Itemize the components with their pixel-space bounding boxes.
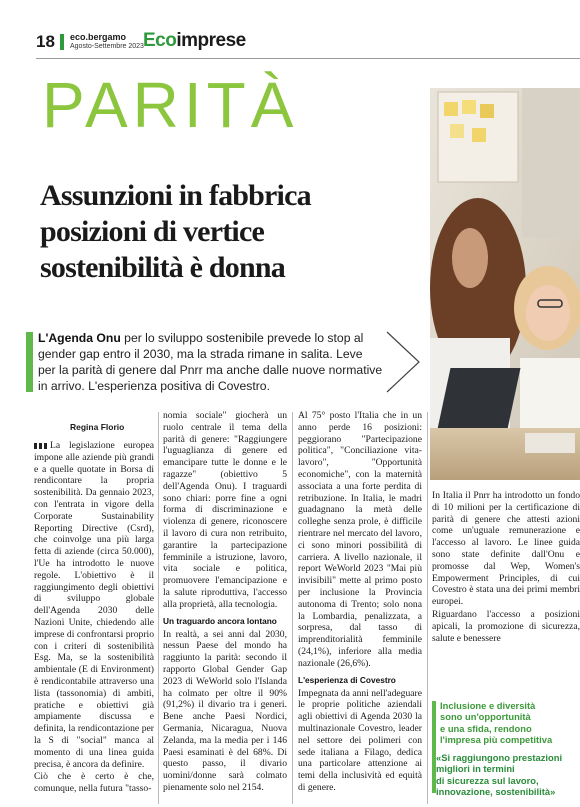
standfirst-text (38, 330, 383, 394)
paragraph: Impegnata da anni nell'adeguare le proprie politiche aziendali agli obiettivi di Agenda 2030 la multinazionale Covestro, leader nel settore dei polimeri con sede italiana a Filago, dedica una particolare attenzione ai temi della inclusività ed equità di genere. (298, 687, 422, 793)
paragraph: In Italia il Pnrr ha introdotto un fondo di 10 milioni per la certificazione di parità di genere che attesti azioni come un'uguale remunerazione e l'accesso al lavoro. Le linee guida sono state definite dall'Onu e promosse dal Wep, Women's Empowerment Principles, di cui Covestro è stata una dei primi membri europei. (432, 490, 580, 608)
column-divider (158, 412, 159, 804)
kicker: PARITÀ (42, 69, 299, 141)
body-column-1 (34, 440, 154, 796)
header-rule (36, 58, 580, 59)
body-column-2 (163, 410, 287, 795)
paragraph: La legislazione europea impone alle aziende più grandi e a quelle quotate in Borsa di rendicontare la propria sostenibilità. Da gennaio 2023, con l'entrata in vigore della Corporate Sustainability Reporting Directive (Csrd), che coinvolge una più larga fetta di aziende (circa 50.000), l'Ue ha introdotto le nuove regole. L'obiettivo è il raggiungimento degli obiettivi di sviluppo globale dell'Agenda 2030 delle Nazioni Unite, chiedendo alle imprese di confrontarsi proprio con i criteri di sostenibilità Esg. Ma, se la sostenibilità ambientale (E di Environment) è rendicontabile attraverso una lista (tassonomia) di ambiti, pratiche e obiettivi già ampiamente discussa e definita, la rendicontazione per la S di "social" manca al momento di una linea guida precisa, è ancora da definire. (34, 440, 154, 770)
byline: Regina Florio (70, 422, 125, 432)
header-accent-bar (60, 34, 64, 50)
subheading: L'esperienza di Covestro (298, 674, 396, 685)
standfirst-accent-bar (26, 332, 33, 392)
paragraph: nomia sociale" giocherà un ruolo centrale il tema della parità di genere: "Raggiungere l'uguaglianza di genere ed emancipare tutte le donne e le ragazze" (obiettivo 5 dell'Agenda Onu). I traguardi sono chiari: porre fine a ogni forma di discriminazione e violenza di genere, riconoscere il lavoro di cura non retribuito, garantire la partecipazione femminile a istruzione, lavoro, vita sociale e politica, promuovere l'emancipazione e la salute riproduttiva, l'accesso alla proprietà, alla tecnologia. (163, 410, 287, 610)
standfirst (26, 330, 386, 394)
subheading: Un traguardo ancora lontano (163, 615, 277, 626)
section-title-eco: Eco (143, 30, 177, 51)
paragraph: Riguardano l'accesso a posizioni apicali, la promozione di sicurezza, salute e benessere (432, 608, 580, 644)
paragraph: Al 75° posto l'Italia che in un anno perde 16 posizioni: peggiorano "Partecipazione politica", "Conciliazione vita-lavoro", "Opportunità economiche", con la maternità associata a una forte perdita di retribuzione. In Italia, le madri guadagnano la metà delle colleghe senza prole, è difficile rientrare nel mercato del lavoro, ci sono minori possibilità di carriera. A livello nazionale, il report WeWorld 2023 "Mai più invisibili" mette al primo posto per inclusione la Provincia autonoma di Trento; solo nona la Lombardia, penalizzata, a sorpresa, dal tasso di imprenditorialità femminile (24,1%), inferiore alla media nazionale (26,6%). (298, 410, 422, 669)
column-divider (427, 412, 428, 804)
headline-line: sostenibilità è donna (40, 251, 285, 284)
headline-line: posizioni di vertice (40, 215, 264, 248)
headline (40, 178, 440, 286)
publication-name: eco.bergamo (70, 32, 127, 42)
issue-date: Agosto-Settembre 2023 (70, 43, 144, 50)
office-women-photo (430, 88, 580, 480)
pull-quote-2: «Si raggiungono prestazioni migliori in termini di sicurezza sul lavoro, innovazione, sostenibilità» (436, 752, 563, 798)
standfirst-body: per lo sviluppo sostenibile prevede lo stop al gender gap entro il 2030, ma la strada rimane in salita. Leve per la parità di genere dal Pnrr ma anche dalle nuove normative in arrivo. L'esperienza positiva di Covestro. (38, 331, 383, 393)
column-divider (292, 412, 293, 804)
paragraph: Ciò che è certo è che, comunque, nella futura "tasso- (34, 771, 154, 795)
standfirst-lead: L'Agenda Onu (38, 331, 121, 345)
pull-quote-1: Inclusione e diversità sono un'opportunità e una sfida, rendono l'impresa più competitiva (440, 700, 553, 746)
paragraph-start-mark-icon (34, 443, 47, 449)
article-photo (430, 88, 580, 480)
page-number: 18 (36, 32, 55, 51)
body-column-3 (298, 410, 422, 795)
paragraph: In realtà, a sei anni dal 2030, nessun Paese del mondo ha raggiunto la parità: secondo il rapporto Global Gender Gap 2023 di WeWorld solo l'Islanda ha colmato per oltre il 90% (91,2%) il divario tra i generi. Bene anche Paesi Nordici, Germania, Nicaragua, Nuova Zelanda, ma la media per i 146 Paesi esaminati è del 68%. Di questo passo, il divario uomini/donne sarà colmato pienamente solo nel 2154. (163, 628, 287, 793)
chevron-right-icon (385, 330, 423, 394)
body-column-4 (432, 490, 580, 645)
headline-line: Assunzioni in fabbrica (40, 179, 311, 212)
section-title-rest: imprese (176, 30, 246, 51)
section-title (143, 30, 246, 52)
